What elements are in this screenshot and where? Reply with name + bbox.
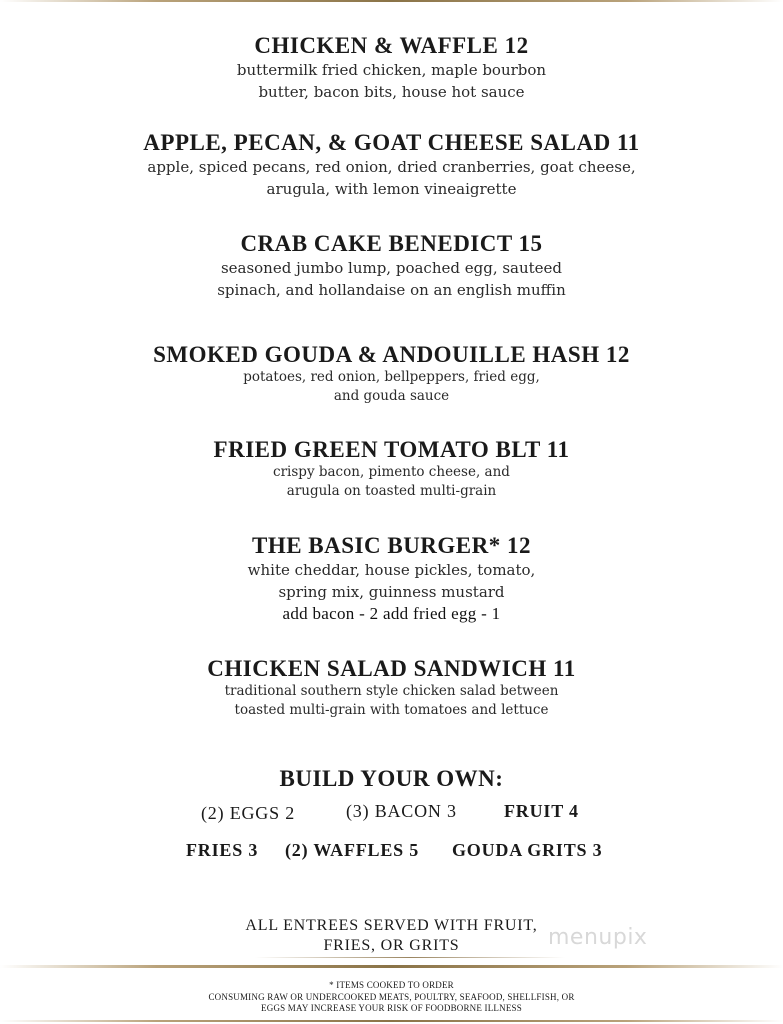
served-with-note-line2: FRIES, OR GRITS <box>323 937 460 954</box>
item-desc-line: and gouda sauce <box>333 388 450 404</box>
item-title: CHICKEN SALAD SANDWICH 11 <box>207 656 576 681</box>
menu-item-basic-burger <box>0 533 783 625</box>
menu-item-crab-cake-benedict <box>0 231 783 301</box>
item-desc-line: arugula, with lemon vineaigrette <box>266 180 517 198</box>
side-gouda-grits: GOUDA GRITS 3 <box>452 840 603 860</box>
served-note-underline <box>255 957 565 958</box>
menu-item-chicken-waffle <box>0 33 783 103</box>
menu-item-gouda-hash <box>0 342 783 406</box>
footer-warning-line2: EGGS MAY INCREASE YOUR RISK OF FOODBORNE ILLNESS <box>261 1003 522 1013</box>
item-title: CHICKEN & WAFFLE 12 <box>254 33 529 58</box>
item-desc-line: toasted multi-grain with tomatoes and lettuce <box>234 702 549 718</box>
item-title: APPLE, PECAN, & GOAT CHEESE SALAD 11 <box>143 130 640 155</box>
item-desc-line: arugula on toasted multi-grain <box>286 483 497 499</box>
item-desc-line: seasoned jumbo lump, poached egg, sauteed <box>220 259 563 277</box>
item-desc-line: white cheddar, house pickles, tomato, <box>247 561 536 579</box>
item-title: CRAB CAKE BENEDICT 15 <box>240 231 543 256</box>
item-desc-line: buttermilk fried chicken, maple bourbon <box>236 61 547 79</box>
burger-addon-prices: add bacon - 2 add fried egg - 1 <box>282 604 501 623</box>
item-desc-line: apple, spiced pecans, red onion, dried cranberries, goat cheese, <box>147 158 636 176</box>
build-your-own-heading: BUILD YOUR OWN: <box>279 766 504 791</box>
top-gold-rule <box>0 0 783 2</box>
item-title: THE BASIC BURGER* 12 <box>251 533 532 558</box>
served-with-note-line1: ALL ENTREES SERVED WITH FRUIT, <box>245 917 538 934</box>
item-title: SMOKED GOUDA & ANDOUILLE HASH 12 <box>153 342 630 367</box>
footer-warning-line1: CONSUMING RAW OR UNDERCOOKED MEATS, POULTRY, SEAFOOD, SHELLFISH, OR <box>208 992 575 1002</box>
item-desc-line: traditional southern style chicken salad between <box>224 683 559 699</box>
item-desc-line: spinach, and hollandaise on an english muffin <box>217 281 566 299</box>
menupix-watermark: menupix <box>548 925 648 950</box>
item-desc-line: spring mix, guinness mustard <box>278 583 505 601</box>
side-bacon: (3) BACON 3 <box>346 801 457 821</box>
item-desc-line: butter, bacon bits, house hot sauce <box>258 83 525 101</box>
item-desc-line: potatoes, red onion, bellpeppers, fried egg, <box>243 369 540 385</box>
footer-cooked-to-order: * ITEMS COOKED TO ORDER <box>329 980 454 990</box>
item-title: FRIED GREEN TOMATO BLT 11 <box>213 437 570 462</box>
menu-item-goat-cheese-salad <box>0 130 783 200</box>
menu-item-fried-green-tomato-blt <box>0 437 783 501</box>
bottom-gold-rule <box>0 1020 783 1022</box>
menu-item-chicken-salad-sandwich <box>0 656 783 720</box>
item-desc-line: crispy bacon, pimento cheese, and <box>273 464 510 480</box>
side-eggs: (2) EGGS 2 <box>201 803 295 823</box>
side-fries: FRIES 3 <box>186 840 259 860</box>
footer-gold-rule <box>0 965 783 968</box>
side-waffles: (2) WAFFLES 5 <box>285 840 420 860</box>
side-fruit: FRUIT 4 <box>504 801 579 821</box>
